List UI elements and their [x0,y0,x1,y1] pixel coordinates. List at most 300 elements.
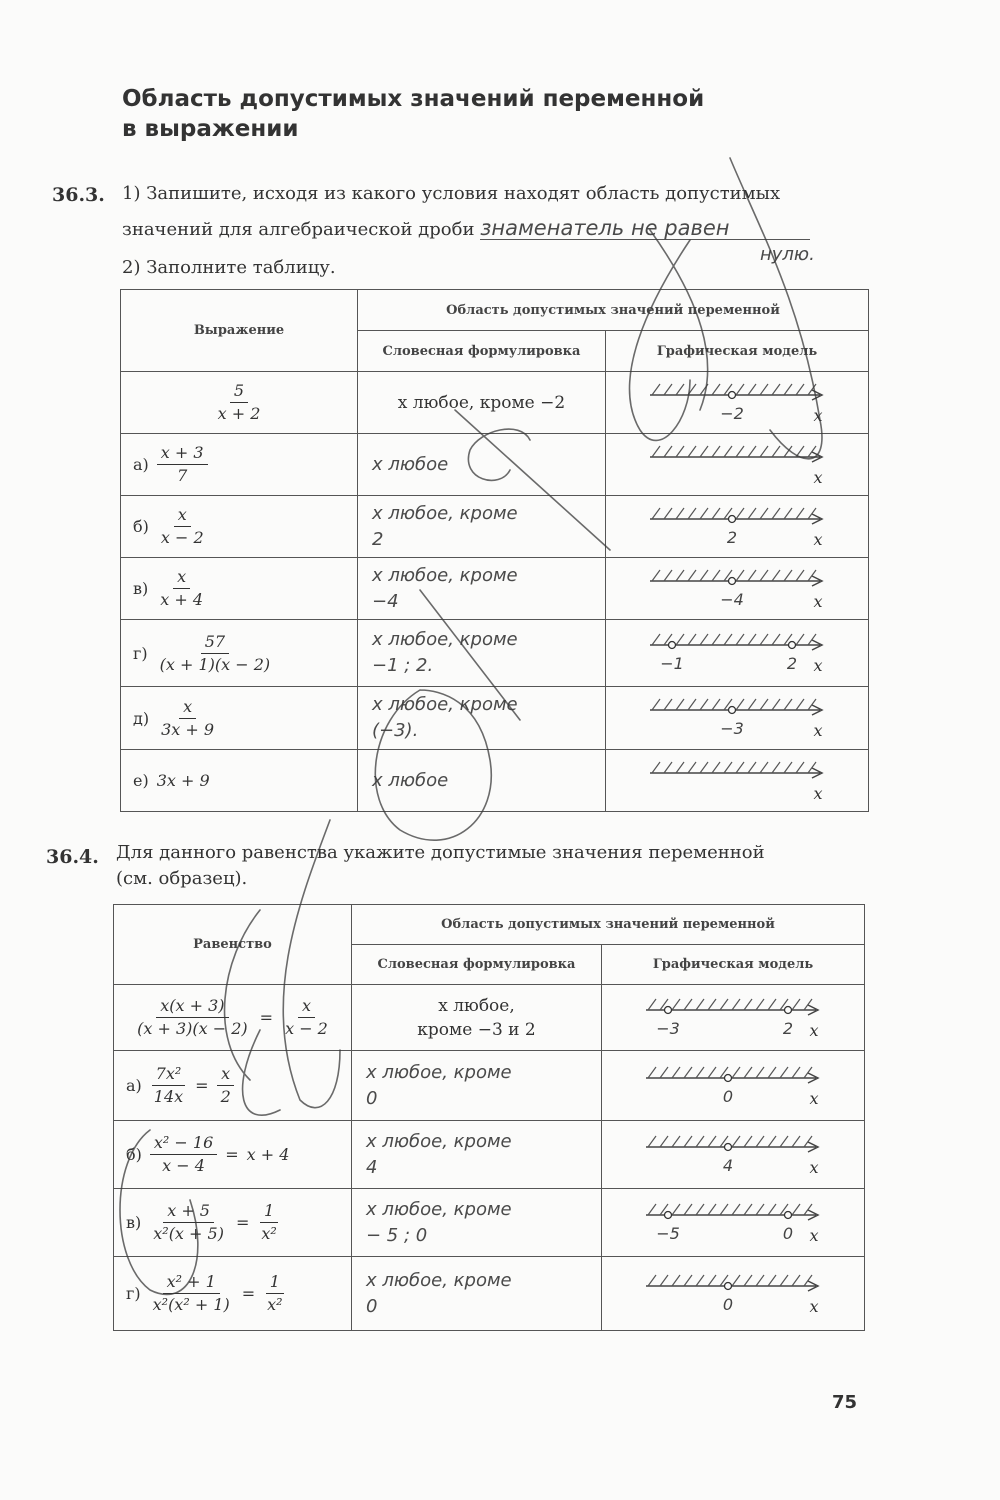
hatch-mark [748,570,756,581]
table-row [121,687,869,750]
left-fraction [150,1132,217,1177]
verbal-line-1: x любое, кроме [366,1269,512,1291]
hatch-mark [772,762,780,773]
task-number-36-4: 36.4. [46,846,99,868]
hatch-mark [672,1204,680,1215]
hatch-mark [724,446,732,457]
hatch-mark [784,446,792,457]
hatch-mark [808,446,816,457]
hatch-mark [696,1204,704,1215]
hatch-mark [784,508,792,519]
hatch-mark [760,762,768,773]
axis-variable-label: x [809,1225,819,1245]
equals-sign: = [225,1145,239,1164]
hatch-mark [756,1275,764,1286]
hatch-mark [760,508,768,519]
hatch-mark [796,384,804,395]
left-fraction-numerator: x(x + 3) [156,995,228,1018]
verbal-cell [358,687,606,750]
item-label: а) [126,1076,142,1095]
hatch-mark [760,634,768,645]
hatch-mark [720,999,728,1010]
verbal-line-1: x любое [372,453,449,475]
verbal-line-2: (−3). [372,720,419,741]
hatch-mark [664,699,672,710]
verbal-cell [358,496,606,558]
hatch-mark [760,570,768,581]
hatch-mark [804,1067,812,1078]
left-fraction-numerator: x² − 16 [150,1132,217,1155]
hatch-mark [808,570,816,581]
task-36-4-line-1: Для данного равенства укажите допустимые значения переменной [116,842,765,863]
expression [121,380,357,425]
hatch-mark [672,999,680,1010]
hatch-mark [652,634,660,645]
table-row [114,985,865,1051]
hatch-mark [712,699,720,710]
graphical-cell [606,558,869,620]
hatch-mark [792,1275,800,1286]
axis-variable-label: x [813,783,823,803]
left-fraction [150,1063,187,1108]
expression [121,631,357,676]
table-row [114,1257,865,1331]
hatch-mark [808,384,816,395]
hatch-mark [696,1067,704,1078]
hatch-mark [724,762,732,773]
verbal-answer [352,1060,601,1112]
hatch-mark [780,1136,788,1147]
verbal-line-1: x любое, кроме −2 [397,392,566,413]
item-label: д) [133,708,150,728]
verbal-answer [358,391,605,415]
hatch-mark [648,1067,656,1078]
hatch-mark [744,1204,752,1215]
item-label: б) [133,517,149,536]
hatch-mark [712,508,720,519]
hatch-mark [688,699,696,710]
expression-cell [121,434,358,496]
item-label: в) [126,1213,142,1232]
hatch-mark [804,1204,812,1215]
fraction [157,442,208,487]
verbal-line-1: x любое [372,769,449,791]
table-row [114,1121,865,1189]
excluded-point [725,1282,732,1289]
hatch-mark [672,1067,680,1078]
expression-cell [121,558,358,620]
equals-sign: = [195,1076,209,1095]
number-line [642,439,832,491]
verbal-line-2: − 5 ; 0 [366,1224,428,1246]
verbal-cell [352,1257,602,1331]
hatch-mark [736,699,744,710]
hatch-mark [732,999,740,1010]
table-row [121,434,869,496]
equality-cell [114,985,352,1051]
hatch-mark [700,570,708,581]
hatch-mark [712,570,720,581]
equals-sign: = [241,1284,256,1303]
hatch-mark [708,1275,716,1286]
left-fraction-denominator: 14x [153,1087,184,1106]
hatch-mark [744,1136,752,1147]
excluded-point [669,642,676,649]
hatch-mark [768,999,776,1010]
verbal-line-2: −4 [372,590,399,612]
verbal-cell [358,372,606,434]
hatch-mark [660,1136,668,1147]
hatch-mark [768,1275,776,1286]
hatch-mark [792,1204,800,1215]
hatch-mark [780,1275,788,1286]
hatch-mark [676,508,684,519]
equality-cell [114,1257,352,1331]
hatch-mark [796,446,804,457]
verbal-line-1: x любое, кроме [366,1061,512,1083]
equality [114,995,351,1040]
hatch-mark [748,634,756,645]
excluded-point-label: −1 [660,654,684,673]
axis-variable-label: x [809,1296,819,1316]
number-line [638,1060,828,1112]
hatch-mark [652,508,660,519]
question-2-text: 2) Заполните таблицу. [122,257,336,278]
expression-cell [121,620,358,687]
number-line [638,992,828,1044]
hatch-mark [736,446,744,457]
verbal-answer [358,563,605,615]
hatch-mark [652,699,660,710]
verbal-line-2: 0 [366,1087,378,1109]
number-line [638,1129,828,1181]
hatch-mark [684,1136,692,1147]
axis-variable-label: x [813,721,823,740]
right-fraction-denominator: x² [261,1224,277,1243]
fraction-numerator: x + 3 [157,442,208,465]
hatch-mark [744,1067,752,1078]
hatch-mark [732,1204,740,1215]
axis-variable-label: x [813,591,823,611]
fraction-denominator: 7 [177,466,188,485]
fraction [157,696,218,741]
hatch-mark [784,570,792,581]
hatch-mark [700,762,708,773]
left-fraction [149,1200,228,1245]
hatch-mark [688,508,696,519]
verbal-answer [358,501,605,553]
hatch-mark [708,999,716,1010]
excluded-point-label: −3 [656,1018,680,1038]
expression [121,442,357,487]
number-line [642,692,832,744]
verbal-cell [352,1189,602,1257]
hatch-mark [708,1067,716,1078]
verbal-answer [358,768,605,794]
hatch-mark [664,570,672,581]
right-fraction [257,1200,280,1245]
verbal-cell [352,1121,602,1189]
hatch-mark [804,1275,812,1286]
verbal-answer [358,692,605,744]
fraction-denominator: x − 2 [160,528,204,547]
verbal-answer [358,452,605,478]
verbal-cell [358,434,606,496]
table-row [114,1189,865,1257]
hatch-mark [796,699,804,710]
hatch-mark [748,762,756,773]
hatch-mark [688,634,696,645]
hatch-mark [688,446,696,457]
fraction [156,566,207,611]
graphical-cell [602,1121,865,1189]
graphical-cell [602,1051,865,1121]
right-fraction [263,1271,286,1316]
hatch-mark [804,1136,812,1147]
verbal-cell [358,558,606,620]
excluded-point-label: −4 [720,589,744,609]
hatch-mark [684,1275,692,1286]
right-fraction [281,995,332,1040]
header-graphical: Графическая модель [606,331,869,372]
hatch-mark [736,384,744,395]
question-1-answer: знаменатель не равен [480,217,810,240]
hatch-mark [664,446,672,457]
item-label: г) [126,1284,141,1303]
number-line [642,627,832,679]
left-fraction-denominator: x²(x + 5) [153,1224,224,1243]
question-1-line-2 [122,212,922,248]
verbal-line-2: −1 ; 2. [372,655,434,676]
excluded-point [789,642,796,649]
header-expression: Выражение [121,290,358,372]
table-row [121,372,869,434]
task-36-3-text [122,176,922,248]
hatch-mark [784,699,792,710]
hatch-mark [652,570,660,581]
table-36-3 [120,289,869,812]
hatch-mark [724,634,732,645]
hatch-mark [744,1275,752,1286]
left-fraction-denominator: x²(x² + 1) [152,1295,230,1314]
graphical-cell [606,687,869,750]
hatch-mark [736,570,744,581]
axis-variable-label: x [813,467,823,487]
hatch-mark [808,699,816,710]
hatch-mark [696,1275,704,1286]
excluded-point [729,707,736,714]
hatch-mark [660,1275,668,1286]
excluded-point [665,1211,672,1218]
expression [121,504,357,549]
item-label: б) [126,1145,142,1164]
hatch-mark [732,1067,740,1078]
hatch-mark [712,634,720,645]
hatch-mark [796,508,804,519]
hatch-mark [672,1275,680,1286]
hatch-mark [760,384,768,395]
hatch-mark [796,570,804,581]
hatch-mark [676,446,684,457]
verbal-answer [358,627,605,679]
excluded-point-label: 0 [722,1086,734,1106]
fraction-numerator: x [174,504,191,527]
number-line [642,377,832,429]
hatch-mark [748,508,756,519]
fraction [214,380,265,425]
hatch-mark [648,1204,656,1215]
right-side-plain: x + 4 [246,1145,290,1164]
hatch-mark [772,446,780,457]
table-row [121,558,869,620]
fraction-numerator: 57 [201,631,229,654]
equality-cell [114,1189,352,1257]
expression [121,566,357,611]
hatch-mark [652,446,660,457]
header-verbal: Словесная формулировка [358,331,606,372]
fraction [157,504,208,549]
item-label: а) [133,455,149,474]
hatch-mark [732,1275,740,1286]
number-line [638,1268,828,1320]
hatch-mark [780,1067,788,1078]
verbal-line-2: 0 [366,1295,378,1317]
graphical-cell [606,434,869,496]
excluded-point-label: 0 [722,1294,734,1314]
hatch-mark [804,999,812,1010]
axis-variable-label: x [809,1088,819,1108]
task-36-4-line-2: (см. образец). [116,868,248,889]
item-label: е) [133,771,149,790]
graphical-cell [606,372,869,434]
hatch-mark [736,508,744,519]
excluded-point-label: −3 [720,719,744,738]
hatch-mark [772,570,780,581]
fraction-numerator: 5 [230,380,248,403]
hatch-mark [648,999,656,1010]
axis-variable-label: x [809,1020,819,1040]
right-fraction-numerator: x [298,995,315,1018]
hatch-mark [700,634,708,645]
verbal-answer [352,1268,601,1320]
expression-cell [121,687,358,750]
left-fraction [133,995,252,1040]
hatch-mark [772,634,780,645]
hatch-mark [756,999,764,1010]
verbal-cell [358,750,606,812]
hatch-mark [736,634,744,645]
header-domain-2: Область допустимых значений переменной [352,905,865,945]
hatch-mark [664,508,672,519]
hatch-mark [796,762,804,773]
equality-cell [114,1121,352,1189]
number-line [642,501,832,553]
hatch-mark [784,384,792,395]
question-1-answer-continuation: нулю. [760,244,815,265]
verbal-answer [352,1197,601,1249]
fraction [156,631,275,676]
verbal-line-1: x любое, [438,995,515,1016]
hatch-mark [796,634,804,645]
verbal-line-1: x любое, кроме [372,629,518,650]
expression-cell [121,496,358,558]
hatch-mark [768,1136,776,1147]
verbal-answer [352,1129,601,1181]
hatch-mark [652,384,660,395]
hatch-mark [700,699,708,710]
hatch-mark [760,699,768,710]
verbal-cell [352,1051,602,1121]
excluded-point [785,1006,792,1013]
table-row [121,620,869,687]
hatch-mark [744,999,752,1010]
hatch-mark [720,1204,728,1215]
hatch-mark [700,446,708,457]
fraction-denominator: x + 4 [160,590,204,609]
section-title-line-1: Область допустимых значений переменной [122,86,705,112]
graphical-cell [606,620,869,687]
hatch-mark [712,446,720,457]
hatch-mark [676,570,684,581]
right-fraction-numerator: x [217,1063,234,1086]
excluded-point-label: 2 [726,527,738,547]
hatch-mark [792,999,800,1010]
hatch-mark [688,570,696,581]
graphical-cell [606,750,869,812]
table-36-4 [113,904,865,1331]
verbal-line-1: x любое, кроме [372,502,518,524]
hatch-mark [792,1067,800,1078]
fraction-numerator: x [179,696,196,719]
number-line [642,563,832,615]
item-label: г) [133,643,148,663]
verbal-line-1: x любое, кроме [372,564,518,586]
right-fraction-denominator: x² [267,1295,283,1314]
verbal-answer [352,994,601,1042]
hatch-mark [676,384,684,395]
hatch-mark [756,1204,764,1215]
hatch-mark [748,699,756,710]
verbal-line-2: кроме −3 и 2 [417,1019,536,1040]
question-1-text-2: значений для алгебраической дроби [122,219,475,240]
excluded-point [729,515,736,522]
excluded-point-label: 4 [722,1155,734,1175]
fraction-numerator: x [173,566,190,589]
verbal-line-1: x любое, кроме [366,1130,512,1152]
hatch-mark [708,1136,716,1147]
section-title-line-2: в выражении [122,116,299,142]
excluded-point-label: −5 [656,1223,680,1243]
header-equality: Равенство [114,905,352,985]
header-domain: Область допустимых значений переменной [358,290,869,331]
excluded-point [785,1211,792,1218]
graphical-cell [602,1257,865,1331]
hatch-mark [676,699,684,710]
hatch-mark [792,1136,800,1147]
hatch-mark [768,1067,776,1078]
hatch-mark [688,384,696,395]
equals-sign: = [259,1008,274,1027]
hatch-mark [748,446,756,457]
left-fraction-numerator: 7x² [152,1063,186,1086]
left-fraction-numerator: x² + 1 [163,1271,220,1294]
section-title [122,84,822,144]
graphical-cell [602,985,865,1051]
right-fraction [217,1063,235,1108]
hatch-mark [808,762,816,773]
equality [114,1132,351,1177]
right-fraction-numerator: 1 [266,1271,284,1294]
